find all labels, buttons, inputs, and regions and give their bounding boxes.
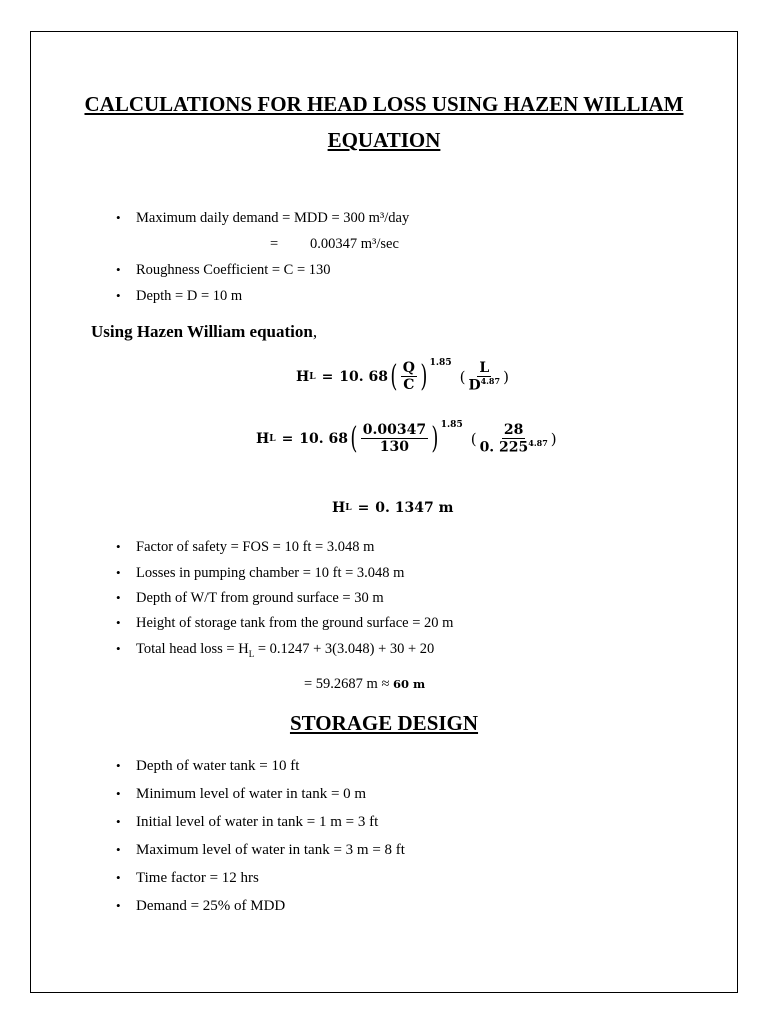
bullet: • bbox=[116, 870, 121, 885]
storage-item-min-level: • Minimum level of water in tank = 0 m bbox=[116, 786, 367, 802]
fraction-length-over-diameter: $\frac{28}{0. 225^{4.87}}$ bbox=[479, 422, 548, 456]
storage-item-demand: • Demand = 25% of MDD bbox=[116, 898, 286, 914]
bullet: • bbox=[116, 615, 121, 630]
equation-hazen-general: H L = 10. 68 ( $\frac{Q}{C}$ ) $^{1.85}$ ( $\frac{L}{D^{4.87}}$ ) bbox=[296, 357, 509, 394]
page-title-line2: EQUATION bbox=[327, 128, 441, 152]
input-item-roughness: • Roughness Coefficient = C = 130 bbox=[116, 262, 331, 278]
storage-design-title: STORAGE DESIGN bbox=[289, 711, 479, 735]
total-head-result: = 59.2687 m ≈ 60 m bbox=[304, 676, 426, 692]
storage-item-max-level: • Maximum level of water in tank = 3 m = 8 ft bbox=[116, 842, 405, 858]
bullet: • bbox=[116, 641, 121, 656]
input-item-mdd: • Maximum daily demand = MDD = 300 m³/day bbox=[116, 210, 410, 226]
loss-item-water-table: • Depth of W/T from ground surface = 30 m bbox=[116, 590, 384, 606]
bullet: • bbox=[116, 842, 121, 857]
loss-item-total-head: • Total head loss = $H_L = 0.1247 + 3(3.048) + 30 + 20$ bbox=[116, 641, 435, 659]
bullet: • bbox=[116, 288, 121, 303]
bullet: • bbox=[116, 210, 121, 225]
loss-item-pumping: • Losses in pumping chamber = 10 ft = 3.048 m bbox=[116, 565, 405, 581]
input-item-depth: • Depth = D = 10 m bbox=[116, 288, 243, 304]
mdd-equals: = bbox=[270, 236, 279, 252]
bullet: • bbox=[116, 898, 121, 913]
bullet: • bbox=[116, 565, 121, 580]
storage-item-initial-level: • Initial level of water in tank = 1 m = 3 ft bbox=[116, 814, 379, 830]
equation-hazen-result: H L = 0. 1347 m bbox=[332, 500, 454, 516]
storage-item-depth: • Depth of water tank = 10 ft bbox=[116, 758, 300, 774]
page-title-line1: CALCULATIONS FOR HEAD LOSS USING HAZEN WILLIAM bbox=[84, 92, 684, 116]
bullet: • bbox=[116, 539, 121, 554]
bullet: • bbox=[116, 786, 121, 801]
bullet: • bbox=[116, 758, 121, 773]
bullet: • bbox=[116, 590, 121, 605]
using-heading: Using Hazen William equation, bbox=[91, 322, 318, 341]
fraction-q-over-c: $\frac{Q}{C}$ bbox=[402, 360, 415, 394]
loss-item-fos: • Factor of safety = FOS = 10 ft = 3.048 m bbox=[116, 539, 375, 555]
fraction-flow-over-c: $\frac{0.00347}{130}$ bbox=[362, 422, 427, 456]
storage-item-time-factor: • Time factor = 12 hrs bbox=[116, 870, 259, 886]
bullet: • bbox=[116, 262, 121, 277]
fraction-l-over-d: $\frac{L}{D^{4.87}}$ bbox=[468, 360, 501, 394]
equation-hazen-substituted: H L = 10. 68 ( $\frac{0.00347}{130}$ ) $^{1.85}$ ( $\frac{28}{0. 225^{4.87}}$ ) bbox=[256, 419, 557, 456]
loss-item-tank-height: • Height of storage tank from the ground surface = 20 m bbox=[116, 615, 454, 631]
mdd-converted: 0.00347 m³/sec bbox=[310, 236, 399, 252]
bullet: • bbox=[116, 814, 121, 829]
